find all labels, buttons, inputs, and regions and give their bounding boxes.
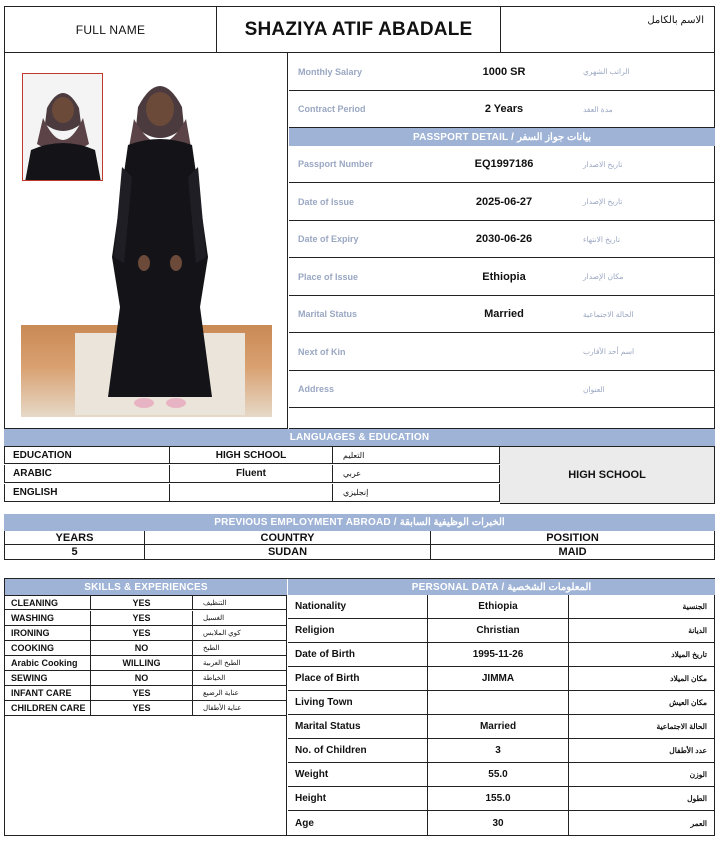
name-header (4, 6, 715, 53)
personal-label-ar: الجنسية (682, 602, 707, 611)
skill-label-ar: الخياطة (203, 675, 226, 682)
language-label-ar: إنجليزي (333, 484, 500, 501)
passport-row (289, 333, 715, 371)
skill-value: YES (91, 626, 193, 640)
personal-row (288, 811, 715, 835)
info-value: 2 Years (484, 103, 524, 115)
personal-label-ar: مكان الميلاد (670, 674, 707, 683)
passport-label-ar: اسم أحد الأقارب (583, 347, 635, 356)
skill-value: NO (91, 641, 193, 655)
passport-label: Place of Issue (298, 271, 359, 282)
personal-value: Christian (428, 619, 569, 642)
employment-header-country: COUNTRY (145, 531, 431, 544)
skill-row (5, 595, 287, 610)
personal-label-ar: العمر (690, 818, 707, 828)
personal-value: 3 (428, 739, 569, 762)
passport-label: Marital Status (298, 309, 358, 319)
portrait-photo (23, 74, 103, 181)
personal-label: Height (288, 787, 428, 810)
passport-value: Ethiopia (482, 270, 526, 283)
full-body-photo (100, 67, 220, 412)
portrait-thumbnail (22, 73, 103, 181)
personal-row (288, 739, 715, 763)
skill-value: YES (91, 701, 193, 715)
personal-label-ar: الحالة الاجتماعية (656, 722, 707, 731)
passport-label-ar: تاريخ الاصدار (583, 159, 623, 169)
skill-row (5, 686, 287, 701)
passport-label-ar: مكان الإصدار (583, 272, 624, 281)
language-value (170, 484, 333, 501)
passport-row (289, 296, 715, 333)
passport-label-ar: تاريخ الإصدار (583, 197, 623, 206)
personal-label: Place of Birth (288, 667, 428, 690)
personal-label: Weight (288, 763, 428, 786)
personal-label-ar: تاريخ الميلاد (671, 650, 707, 659)
employment-position: MAID (431, 545, 715, 559)
personal-label: Nationality (288, 595, 428, 618)
passport-value: 2030-06-26 (475, 233, 533, 245)
skill-value: YES (91, 611, 193, 625)
skill-row (5, 671, 287, 686)
skill-value: YES (91, 686, 193, 700)
skill-label-ar: كوي الملابس (203, 630, 241, 637)
passport-row (289, 258, 715, 296)
personal-value: JIMMA (428, 667, 569, 690)
info-label: Contract Period (298, 104, 366, 114)
language-value: Fluent (170, 465, 333, 482)
passport-row (289, 146, 715, 183)
skill-label: INFANT CARE (5, 686, 91, 700)
employment-country: SUDAN (145, 545, 431, 559)
full-name-label-ar: الاسم بالكامل (647, 15, 704, 26)
passport-label: Address (298, 384, 335, 394)
employment-years: 5 (5, 545, 145, 559)
passport-empty-row (289, 408, 715, 429)
personal-row (288, 619, 715, 643)
skills-band: SKILLS & EXPERIENCES (5, 579, 287, 595)
personal-row (288, 691, 715, 715)
personal-label-ar: الوزن (689, 770, 707, 779)
personal-value: Married (428, 715, 569, 738)
passport-value: Married (484, 308, 524, 320)
passport-row (289, 183, 715, 221)
full-name-value: SHAZIYA ATIF ABADALE (217, 7, 501, 52)
skill-label-ar: عناية الأطفال (203, 705, 242, 712)
personal-row (288, 715, 715, 739)
skill-row (5, 641, 287, 656)
skill-label-ar: التنظيف (203, 599, 227, 607)
education-summary: HIGH SCHOOL (500, 446, 715, 504)
passport-label: Date of Issue (298, 196, 355, 207)
info-label: Monthly Salary (298, 66, 363, 77)
contract-row (289, 91, 715, 128)
personal-label-ar: مكان العيش (669, 698, 707, 707)
skill-label: CHILDREN CARE (5, 701, 91, 715)
personal-label-ar: الطول (687, 794, 707, 803)
skill-label-ar: الطبخ العربية (203, 660, 241, 667)
personal-row (288, 667, 715, 691)
passport-band: PASSPORT DETAIL / بيانات جواز السفر (289, 128, 715, 146)
personal-row (288, 595, 715, 619)
personal-label: Date of Birth (288, 643, 428, 666)
employment-header-row (4, 531, 715, 545)
skill-row (5, 656, 287, 671)
languages-band: LANGUAGES & EDUCATION (4, 429, 715, 446)
info-label-ar: مدة العقد (583, 104, 613, 114)
language-label-ar: عربي (333, 465, 500, 482)
personal-label: Age (288, 811, 428, 835)
skill-value: NO (91, 671, 193, 685)
personal-label-ar: الديانة (688, 626, 707, 635)
skill-row (5, 626, 287, 641)
skill-label: CLEANING (5, 596, 91, 609)
personal-row (288, 643, 715, 667)
skill-label-ar: عناية الرضيع (203, 690, 239, 697)
language-value: HIGH SCHOOL (170, 447, 333, 463)
personal-label: No. of Children (288, 739, 428, 762)
employment-header-years: YEARS (5, 531, 145, 544)
personal-value: Ethiopia (428, 595, 569, 618)
skill-label: COOKING (5, 641, 91, 655)
personal-label: Marital Status (288, 715, 428, 738)
employment-header-position: POSITION (431, 531, 715, 544)
photo-panel (4, 53, 288, 429)
skill-label: SEWING (5, 671, 91, 685)
language-row (4, 465, 500, 483)
language-label: ARABIC (5, 465, 170, 482)
passport-label-ar: العنوان (583, 384, 605, 394)
personal-row (288, 763, 715, 787)
skill-row (5, 701, 287, 716)
passport-label: Passport Number (298, 159, 374, 169)
personal-value: 55.0 (428, 763, 569, 786)
language-row (4, 446, 500, 464)
skill-value: WILLING (91, 656, 193, 670)
passport-label: Next of Kin (298, 346, 346, 357)
personal-value: 1995-11-26 (428, 643, 569, 666)
skill-label-ar: الغسيل (203, 615, 225, 622)
skill-label-ar: الطبخ (203, 645, 220, 652)
personal-value (428, 691, 569, 714)
passport-label-ar: الحالة الاجتماعية (583, 309, 634, 319)
personal-row (288, 787, 715, 811)
skill-label: IRONING (5, 626, 91, 640)
personal-band: PERSONAL DATA / المعلومات الشخصية (288, 579, 715, 595)
info-value: 1000 SR (482, 65, 526, 78)
personal-label: Living Town (288, 691, 428, 714)
passport-row (289, 221, 715, 258)
personal-value: 155.0 (428, 787, 569, 810)
personal-label-ar: عدد الأطفال (669, 746, 707, 755)
full-name-label: FULL NAME (5, 7, 217, 52)
language-label-ar: التعليم (333, 447, 500, 463)
salary-row (289, 53, 715, 91)
employment-band: PREVIOUS EMPLOYMENT ABROAD / الخبرات الوظيفية السابقة (4, 514, 715, 531)
skill-value: YES (91, 596, 193, 609)
skill-label: Arabic Cooking (5, 656, 91, 670)
passport-label-ar: تاريخ الانتهاء (583, 234, 620, 244)
passport-row (289, 371, 715, 408)
passport-label: Date of Expiry (298, 234, 359, 244)
skill-label: WASHING (5, 611, 91, 625)
personal-value: 30 (428, 811, 569, 835)
info-label-ar: الراتب الشهري (583, 67, 630, 76)
skill-row (5, 611, 287, 626)
personal-label: Religion (288, 619, 428, 642)
employment-row (4, 545, 715, 560)
passport-value: 2025-06-27 (475, 195, 533, 208)
language-label: ENGLISH (5, 484, 170, 501)
language-label: EDUCATION (5, 447, 170, 463)
passport-value: EQ1997186 (474, 158, 534, 170)
language-row (4, 484, 500, 502)
